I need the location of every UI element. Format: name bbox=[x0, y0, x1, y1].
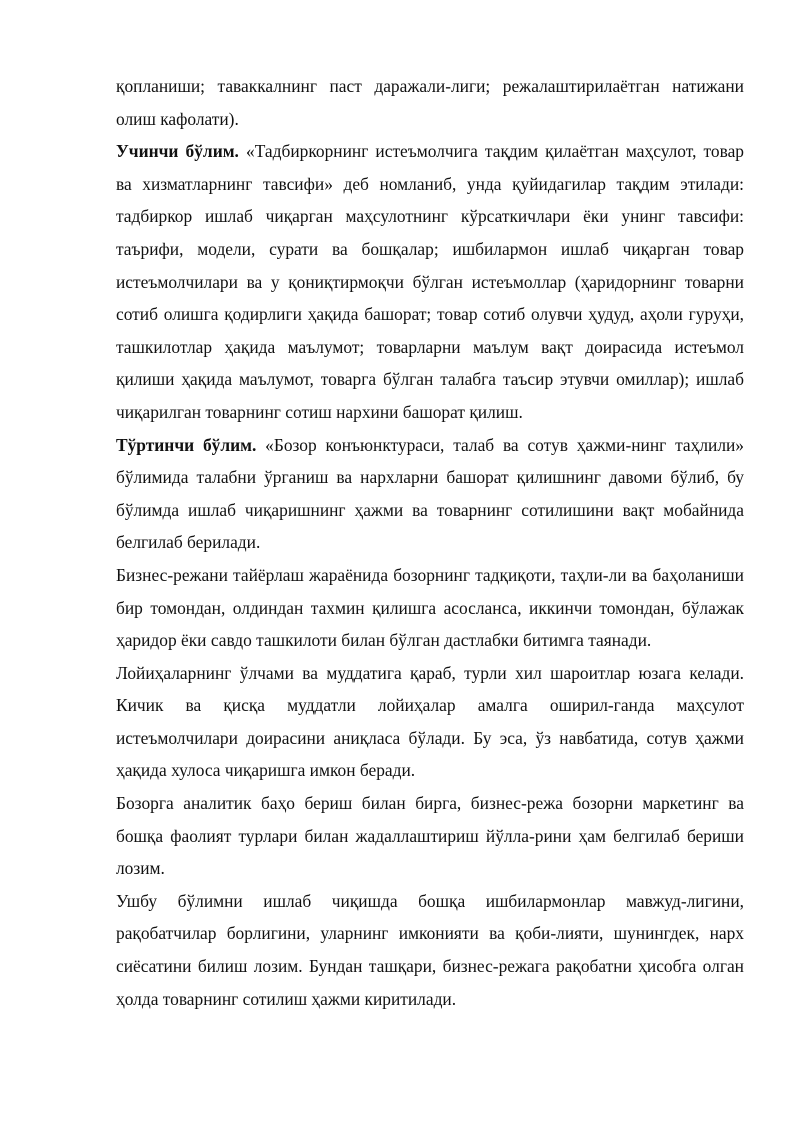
paragraph-text: қопланиши; таваккалнинг паст даражали-лиги; режалаштирилаётган натижани олиш кафолати). bbox=[116, 76, 744, 129]
paragraph-text: Бозорга аналитик баҳо бериш билан бирга, бизнес-режа бозорни маркетинг ва бошқа фаолият турлари билан жадаллаштириш йўлла-рини ҳам белгилаб бериши лозим. bbox=[116, 793, 744, 879]
section-heading: Учинчи бўлим. bbox=[116, 141, 239, 162]
paragraph-text: Бизнес-режани тайёрлаш жараёнида бозорнинг тадқиқоти, таҳли-ли ва баҳоланиши бир томондан, олдиндан тахмин қилишга асосланса, иккинчи томондан, бўлажак ҳаридор ёки савдо ташкилоти билан бўлган дастлабки битимга таянади. bbox=[116, 564, 744, 651]
paragraph-market-assessment bbox=[116, 787, 744, 885]
paragraph-project-size bbox=[116, 657, 744, 787]
paragraph-continuation bbox=[116, 70, 744, 135]
paragraph-section-three bbox=[116, 135, 744, 428]
paragraph-section-four bbox=[116, 429, 744, 559]
document-page bbox=[116, 70, 744, 1015]
paragraph-market-research bbox=[116, 559, 744, 657]
paragraph-text: «Тадбиркорнинг истеъмолчига тақдим қилаётган маҳсулот, товар ва хизматларнинг тавсифи» деб номланиб, унда қуйидагилар тақдим этилади: тадбиркор ишлаб чиқарган маҳсулотнинг кўрсаткичлари ёки унинг тавсифи: таърифи, модели, сурати ва бошқалар; ишбилармон ишлаб чиқарган товар истеъмолчилари ва у қониқтирмоқчи бўлган истеъмоллар (ҳаридорнинг товарни сотиб олишга қодирлиги ҳақида башорат; товар сотиб олувчи ҳудуд, аҳоли гуруҳи, ташкилотлар ҳақида маълумот; товарларни маълум вақт доирасида истеъмол қилиши ҳақида маълумот, товарга бўлган талабга таъсир этувчи омиллар); ишлаб чиқарилган товарнинг сотиш нархини башорат қилиш. bbox=[116, 141, 744, 422]
paragraph-competition bbox=[116, 885, 744, 1015]
paragraph-text: «Бозор конъюнктураси, талаб ва сотув ҳажми-нинг таҳлили» бўлимида талабни ўрганиш ва нархларни башорат қилишнинг давоми бўлиб, бу бўлимда ишлаб чиқаришнинг ҳажми ва товарнинг сотилишини вақт мобайнида белгилаб берилади. bbox=[116, 434, 744, 553]
paragraph-text: Ушбу бўлимни ишлаб чиқишда бошқа ишбилармонлар мавжуд-лигини, рақобатчилар борлигини, уларнинг имконияти ва қоби-лияти, шунингдек, нарх сиёсатини билиш лозим. Бундан ташқари, бизнес-режага рақобатни ҳисобга олган ҳолда товарнинг сотилиш ҳажми киритилади. bbox=[116, 890, 744, 1009]
paragraph-text: Лойиҳаларнинг ўлчами ва муддатига қараб, турли хил шароитлар юзага келади. Кичик ва қисқа муддатли лойиҳалар амалга оширил-ганда маҳсулот истеъмолчилари доирасини аниқласа бўлади. Бу эса, ўз навбатида, сотув ҳажми ҳақида хулоса чиқаришга имкон беради. bbox=[116, 662, 744, 781]
section-heading: Тўртинчи бўлим. bbox=[116, 434, 257, 455]
